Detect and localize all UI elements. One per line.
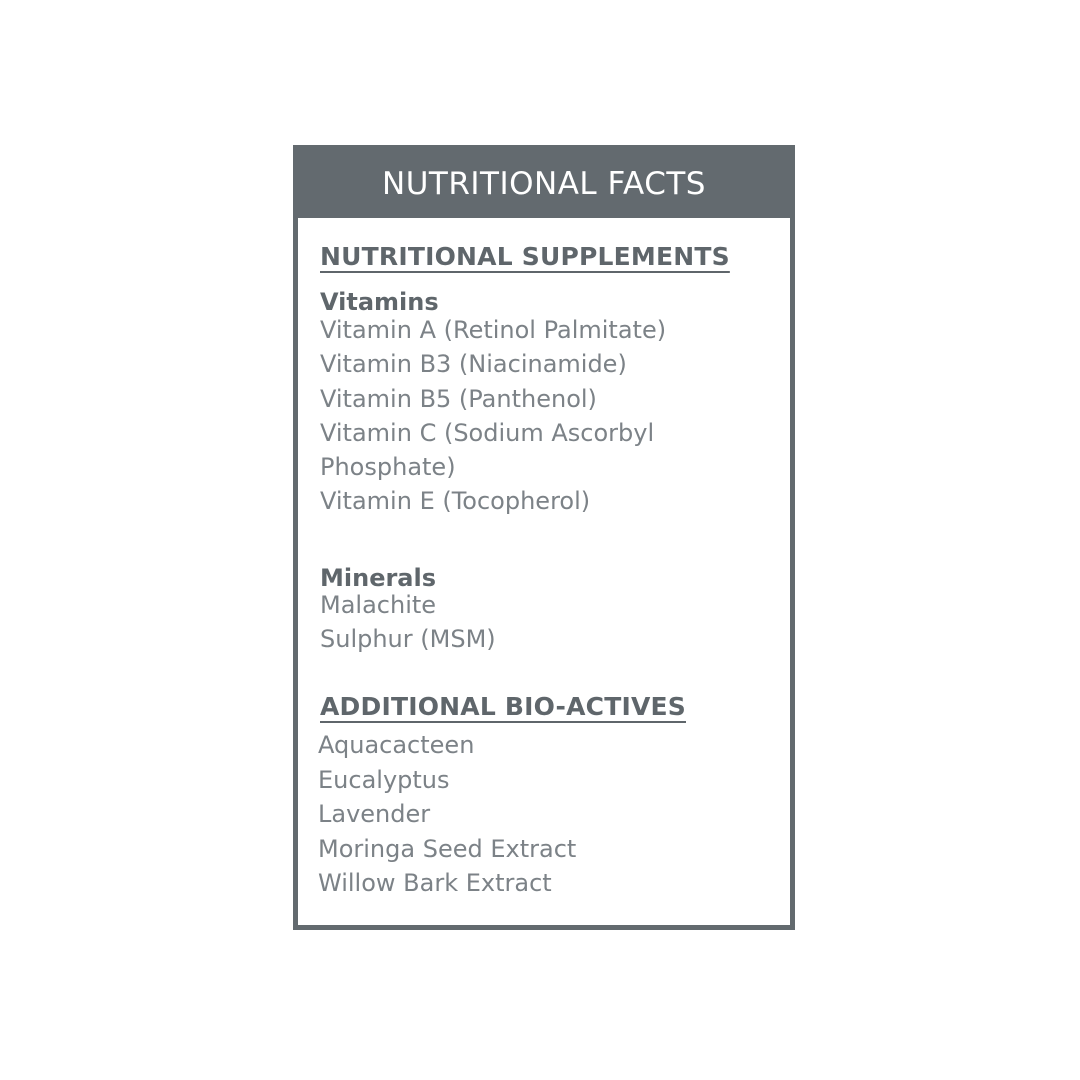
list-item: Malachite — [320, 591, 437, 619]
panel-title: NUTRITIONAL FACTS — [382, 166, 706, 202]
list-item: Vitamin E (Tocopherol) — [320, 487, 591, 516]
supplements-heading: NUTRITIONAL SUPPLEMENTS — [320, 242, 730, 271]
list-item: Willow Bark Extract — [318, 869, 552, 897]
vitamins-list — [320, 313, 666, 519]
list-item: Vitamin B3 (Niacinamide) — [320, 350, 627, 379]
list-item: Eucalyptus — [318, 765, 450, 794]
vitamins-heading: Vitamins — [320, 288, 439, 316]
minerals-heading: Minerals — [320, 564, 437, 592]
list-item: Lavender — [318, 800, 431, 828]
bioactives-list — [318, 728, 576, 901]
list-item: Vitamin B5 (Panthenol) — [320, 384, 597, 413]
panel-header — [293, 145, 795, 218]
list-item: Aquacacteen — [318, 731, 475, 759]
list-item: Vitamin C (Sodium Ascorbyl — [320, 418, 655, 447]
minerals-list — [320, 588, 496, 657]
list-item: Vitamin A (Retinol Palmitate) — [320, 316, 667, 344]
nutritional-facts-panel — [293, 145, 795, 930]
list-item: Sulphur (MSM) — [320, 625, 496, 654]
list-item: Moringa Seed Extract — [318, 834, 577, 863]
bioactives-heading: ADDITIONAL BIO-ACTIVES — [320, 692, 686, 721]
list-item: Phosphate) — [320, 453, 456, 482]
